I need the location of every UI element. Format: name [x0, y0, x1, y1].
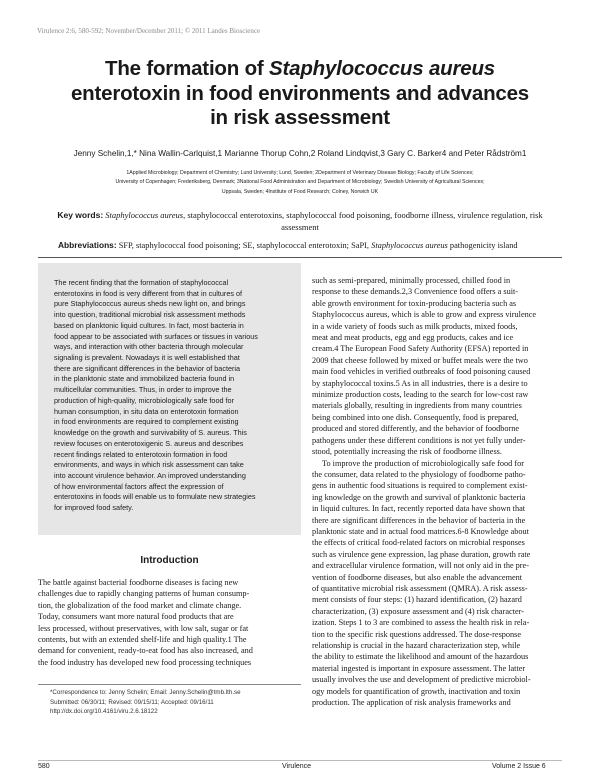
affiliation-line: 1Applied Microbiology; Department of Chemistry; Lund University; Lund, Sweden; 2Department of Veterinary Disease Biology; Faculty of Life Sciences; — [126, 170, 474, 176]
abstract-line: production of high-quality, microbiologically safe food for — [54, 395, 235, 405]
abstract-line: human consumption, in situ data on enterotoxin formation — [54, 406, 239, 416]
introduction-line: contents, but with an extended shelf-life and high quality.1 The — [38, 635, 247, 645]
affiliations — [40, 169, 560, 197]
abbreviations-italic-term: Staphylococcus aureus — [371, 241, 448, 250]
keywords — [55, 210, 545, 233]
body-line: meat and meat products, egg and egg products, cakes and ice — [312, 333, 514, 343]
body-line: in a wide variety of foods such as milk products, mixed foods, — [312, 321, 518, 331]
body-line: main food vehicles in verified outbreaks of food poisoning caused — [312, 367, 531, 377]
body-line: able growth environment for toxin-producing bacteria such as — [312, 298, 517, 308]
abstract-line: enterotoxins in food is very different from that in cultures of — [54, 288, 243, 298]
abstract-line: of how environmental factors affect the expression of — [54, 481, 224, 491]
body-line: planktonic state and in actual food matrices.6-8 Knowledge about — [312, 526, 529, 536]
abstract-line: review focuses on enterotoxigenic S. aureus and describes — [54, 438, 244, 448]
introduction-heading: Introduction — [140, 555, 199, 566]
journal-reference: Virulence 2:6, 580-592; November/December 2011; © 2011 Landes Bioscience — [37, 27, 261, 35]
body-line: 2009 that cheese followed by mixed or buffet meals were the two — [312, 355, 528, 365]
body-line: and extracellular virulence formation, will not only aid in the pre- — [312, 561, 529, 571]
body-line: such as virulence gene expression, lag phase duration, growth rate — [312, 549, 531, 559]
article-title — [40, 57, 560, 131]
introduction-line: challenges due to rapidly changing patterns of human consump- — [38, 589, 250, 599]
correspondence — [50, 688, 300, 717]
abstract-line: into question, traditional microbial risk assessment methods — [54, 310, 246, 320]
introduction-line: tion, the globalization of the food market and climate change. — [38, 600, 242, 610]
body-line: stood, potentially increasing the risk of foodborne illness. — [312, 447, 502, 457]
body-line: the ability to estimate the likelihood and amount of the hazardous — [312, 652, 529, 662]
abstract-line: food appear to be associated with surfaces or tissues in various — [54, 331, 258, 341]
keywords-text: , staphylococcal enterotoxins, staphylococcal food poisoning, foodborne illness, virulence regulation, risk assessment — [183, 210, 543, 232]
body-line: vention of foodborne diseases, but also enable the advancement — [312, 572, 523, 582]
body-line: characterization, (3) exposure assessment and (4) risk character- — [312, 606, 524, 616]
keywords-italic-term: Staphylococcus aureus — [105, 210, 184, 220]
body-line: in liquid cultures. In fact, recently reported data have shown that — [312, 504, 526, 514]
body-line: ment consists of four steps: (1) hazard identification, (2) hazard — [312, 595, 522, 605]
body-line: such as semi-prepared, minimally processed, chilled food in — [312, 276, 511, 285]
abstract-line: recent findings related to enterotoxin formation in food — [54, 449, 228, 459]
footer-journal: Virulence — [282, 763, 312, 770]
introduction-line: Today, consumers want more natural food products that are — [38, 612, 234, 622]
body-line: material ingested is important in exposure assessment. The latter — [312, 663, 526, 673]
body-line: production. The application of risk analysis frameworks and — [312, 698, 511, 708]
abstract-line: enterotoxins in foods will enable us to formulate new strategies — [54, 492, 256, 502]
body-line: pathogens under these different conditions is not yet fully under- — [312, 435, 526, 445]
abstract-line: based on planktonic liquid cultures. In fact, most bacteria in — [54, 320, 244, 330]
body-line: Staphylococcus aureus, which is able to grow and express virulence — [312, 310, 537, 320]
body-line: minimize production costs, leading to the search for low-cost raw — [312, 390, 529, 400]
affiliation-line: Uppsala, Sweden; 4Institute of Food Research; Colney, Norwich UK — [221, 188, 379, 195]
introduction-line: demand for convenient, ready-to-eat food has also increased, and — [38, 646, 253, 656]
title-line1-italic: Staphylococcus aureus — [269, 57, 495, 80]
body-line: tion to the specific risk questions addressed. The dose-response — [312, 629, 522, 639]
title-line3: in risk assessment — [210, 106, 390, 129]
introduction-line: the food industry has developed new food processing techniques — [38, 657, 252, 667]
abstract-text — [54, 278, 287, 514]
keywords-label: Key words: — [57, 210, 104, 220]
body-line: the consumer, data related to the physiology of foodborne patho- — [312, 469, 526, 479]
abstract-line: environments, and ways in which risk assessment can take — [54, 460, 244, 470]
body-line: produced and stored differently, and the behavior of foodborne — [312, 424, 520, 434]
abstract-line: into account virulence behavior. An improved understanding — [54, 470, 246, 480]
introduction-line: The battle against bacterial foodborne diseases is facing new — [38, 578, 239, 587]
abbreviations-tail: pathogenicity island — [449, 241, 518, 250]
footer-volume: Volume 2 Issue 6 — [492, 763, 546, 770]
body-line: materials globally, resulting in ingredients from many countries — [312, 401, 522, 411]
doi-link[interactable]: http://dx.doi.org/10.4161/viru.2.6.18122 — [50, 708, 158, 716]
body-line: of quantitative microbial risk assessment (QMRA). A risk assess- — [312, 583, 528, 593]
correspondence-line: *Correspondence to: Jenny Schelin; Email: Jenny.Schelin@tmb.lth.se — [50, 689, 241, 696]
introduction-text — [38, 577, 301, 668]
body-line: being combined into one dish. Consequently, food is prepared, — [312, 412, 519, 422]
abstract-line: knowledge on the growth and survivability of S. aureus. This — [54, 428, 247, 438]
author-list: Jenny Schelin,1,* Nina Wallin-Carlquist,1 Marianne Thorup Cohn,2 Roland Lindqvist,3 Gary C. Barker4 and Peter Rådström1 — [73, 149, 527, 158]
abstract-line: for improved food safety. — [54, 503, 134, 513]
abbreviations — [58, 240, 558, 250]
abstract-line: ways, and interaction with other bacteria through molecular — [54, 342, 244, 352]
body-line: usually involves the use and development of predictive microbiol- — [312, 675, 531, 685]
correspondence-line: Submitted: 06/30/11; Revised: 09/15/11; Accepted: 09/16/11 — [50, 698, 214, 706]
body-line: relationship is crucial in the hazard characterization step, while — [312, 641, 521, 650]
abbreviations-text: SFP, staphylococcal food poisoning; SE, staphylococcal enterotoxin; SaPI, — [118, 241, 370, 250]
abstract-line: The recent finding that the formation of staphylococcal — [54, 278, 229, 287]
body-line: To improve the production of microbiologically safe food for — [322, 458, 524, 468]
header-divider — [38, 257, 562, 258]
body-line: ization. Steps 1 to 3 are combined to assess the health risk in rela- — [312, 618, 530, 628]
body-line: by staphylococcal toxins.5 As in all industries, there is a desire to — [312, 378, 528, 388]
body-right-column — [312, 275, 555, 708]
body-line: response to these demands.2,3 Convenience food offers a suit- — [312, 287, 519, 297]
abstract-line: signaling is prevalent. Nowadays it is well established that — [54, 353, 240, 363]
body-line: cream.4 The European Food Safety Authority (EFSA) reported in — [312, 344, 529, 354]
body-line: there are significant differences in the behavior of bacteria in the — [312, 515, 526, 525]
introduction-line: less processed, without preservatives, with low salt, sugar or fat — [38, 623, 249, 633]
abstract-line: multicellular communities. Thus, in order to improve the — [54, 385, 232, 395]
body-line: ogy models for quantification of growth, inactivation and toxin — [312, 686, 521, 696]
title-line2: enterotoxin in food environments and advances — [70, 81, 530, 105]
abstract-line: pure Staphylococcus aureus sheds new light on, and brings — [54, 299, 246, 309]
body-line: gens in authentic food situations is required to complement exist- — [312, 481, 528, 491]
affiliation-line: University of Copenhagen; Frederiksberg, Denmark; 3National Food Administration and Department of Microbiology; Swedish University of Agricultural Sciences; — [115, 179, 485, 186]
page-number: 580 — [38, 763, 50, 770]
body-line: the effects of critical food-related factors on microbial responses — [312, 538, 525, 548]
abstract-line: in food environments are required to complement existing — [54, 417, 239, 427]
body-line: ing knowledge on the growth and survival of planktonic bacteria — [312, 492, 526, 502]
footer-divider — [38, 760, 562, 761]
abstract-line: in the planktonic state and immobilized bacteria found in — [54, 374, 235, 384]
abstract-line: there are significant differences in the behavior of bacteria — [54, 363, 241, 373]
abbreviations-label: Abbreviations: — [58, 240, 117, 250]
title-line1-pre: The formation of — [105, 57, 270, 80]
